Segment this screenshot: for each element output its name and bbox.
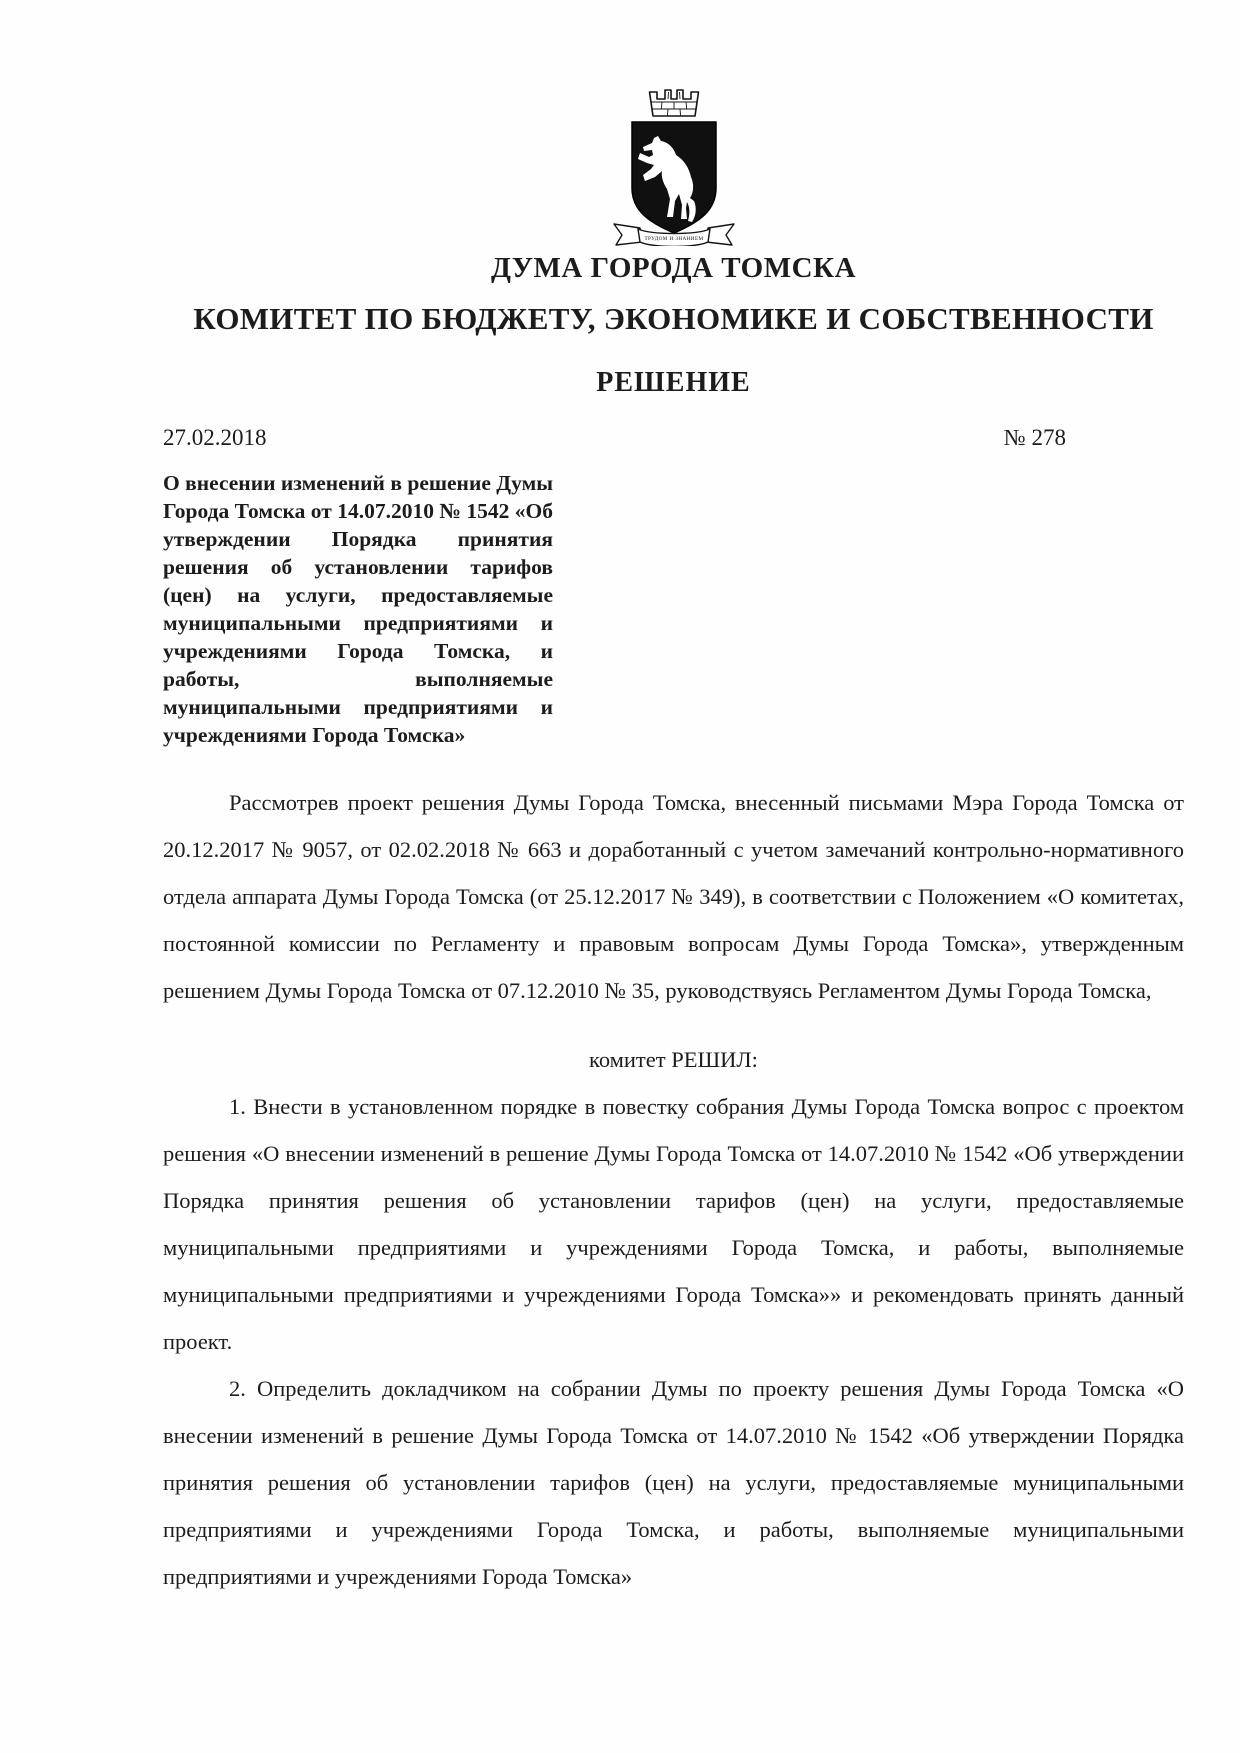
document-number: № 278: [1003, 425, 1066, 450]
subject-title: О внесении изменений в решение Думы Города Томска от 14.07.2010 № 1542 «Об утверждении Порядка принятия решения об установлении тарифов (цен) на услуги, предоставляемые муниципальными предприятиями и учреждениями Города Томска, и работы, выполняемые муниципальными предприятиями и учреждениями Города Томска»: [163, 471, 553, 747]
committee-name: КОМИТЕТ ПО БЮДЖЕТУ, ЭКОНОМИКЕ И СОБСТВЕННОСТИ: [193, 301, 1154, 336]
resolution-item-1: 1. Внести в установленном порядке в повестку собрания Думы Города Томска вопрос с проектом решения «О внесении изменений в решение Думы Города Томска от 14.07.2010 № 1542 «Об утверждении Порядка принятия решения об установлении тарифов (цен) на услуги, предоставляемые муниципальными предприятиями и учреждениями Города Томска, и работы, выполняемые муниципальными предприятиями и учреждениями Города Томска»» и рекомендовать принять данный проект.: [163, 1094, 1184, 1354]
document-date: 27.02.2018: [163, 425, 267, 450]
document-type-title: РЕШЕНИЕ: [596, 367, 751, 398]
resolution-heading: комитет РЕШИЛ:: [589, 1047, 758, 1072]
ribbon-motto-text: ТРУДОМ И ЗНАНИЕМ: [643, 236, 704, 242]
date-number-row: [163, 425, 1184, 451]
document-content: [163, 80, 1184, 1600]
preamble-paragraph: Рассмотрев проект решения Думы Города Томска, внесенный письмами Мэра Города Томска от 20.12.2017 № 9057, от 02.02.2018 № 663 и доработанный с учетом замечаний контрольно-нормативного отдела аппарата Думы Города Томска (от 25.12.2017 № 349), в соответствии с Положением «О комитетах, постоянной комиссии по Регламенту и правовым вопросам Думы Города Томска», утвержденным решением Думы Города Томска от 07.12.2010 № 35, руководствуясь Регламентом Думы Города Томска,: [163, 790, 1184, 1003]
tomsk-coat-of-arms: [594, 80, 754, 246]
resolution-item-2: 2. Определить докладчиком на собрании Думы по проекту решения Думы Города Томска «О внесении изменений в решение Думы Города Томска от 14.07.2010 № 1542 «Об утверждении Порядка принятия решения об установлении тарифов (цен) на услуги, предоставляемые муниципальными предприятиями и учреждениями Города Томска, и работы, выполняемые муниципальными предприятиями и учреждениями Города Томска»: [163, 1376, 1184, 1589]
resolution-items: [163, 1083, 1184, 1600]
mural-crown-icon: [649, 90, 698, 116]
organization-name: ДУМА ГОРОДА ТОМСКА: [490, 252, 857, 284]
shield-icon: [632, 122, 716, 233]
